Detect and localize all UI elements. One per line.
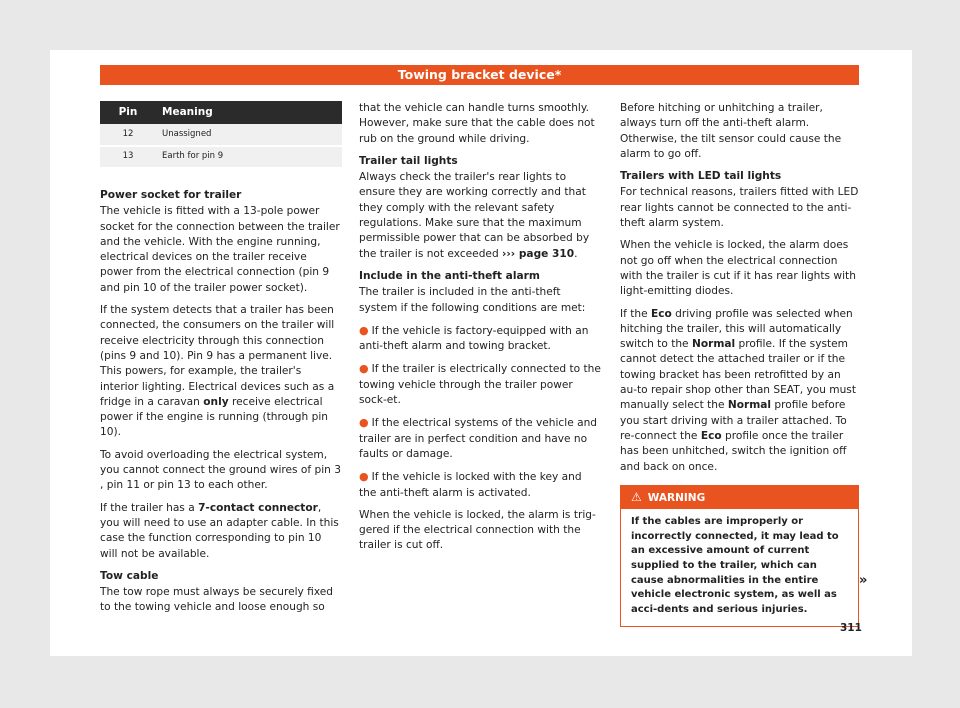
meaning-cell: Earth for pin 9 xyxy=(156,146,342,168)
column-3 xyxy=(620,101,859,627)
paragraph: If the system detects that a trailer has been connected, the consumers on the trailer will receive electricity through this connection (pins 9 and 10). Pin 9 has a permanent live. This powers, for example, the trailer's interior lighting. Electrical devices such as a fridge in a caravan only receive electrical power if the engine is running (through pin 10). xyxy=(100,304,335,439)
paragraph: The tow rope must always be securely fixed to the towing vehicle and loose enough so xyxy=(100,586,334,614)
pin-cell: 12 xyxy=(100,124,156,146)
pin-table-header-row xyxy=(100,101,342,124)
column-1 xyxy=(100,101,342,623)
anti-theft-heading: Include in the anti-theft alarm xyxy=(359,269,540,282)
pin-table xyxy=(100,101,342,169)
paragraph: that the vehicle can handle turns smoothly. However, make sure that the cable does not rub on the ground while driving. xyxy=(359,102,595,145)
paragraph: For technical reasons, trailers fitted with LED rear lights cannot be connected to the anti-theft alarm system. xyxy=(620,186,859,230)
paragraph: If the trailer has a 7-contact connector, you will need to use an adapter cable. In this case the function corresponding to pin 10 will not be available. xyxy=(100,501,339,560)
led-lights-heading: Trailers with LED tail lights xyxy=(620,170,782,183)
list-item: ● If the trailer is electrically connected to the towing vehicle through the trailer power sock-et. xyxy=(359,362,601,407)
table-row xyxy=(100,146,342,168)
page-reference-link[interactable]: ››› page 310 xyxy=(502,247,575,260)
list-item: ● If the electrical systems of the vehicle and trailer are in perfect condition and have no faults or damage. xyxy=(359,416,598,460)
warning-text: If the cables are improperly or incorrectly connected, it may lead to an excessive amount of current supplied to the trailer, which can cause abnormalities in the entire vehicle electronic system, as well as acci-dents and serious injuries. xyxy=(631,515,839,616)
page-number: 311 xyxy=(840,622,862,634)
paragraph: If the Eco driving profile was selected when hitching the trailer, this will automatically switch to the Normal profile. If the system cannot detect the attached trailer or if the towing bracket has been retrofitted by an au-to repair shop other than SEAT, you must manually select the Normal profile before you start driving with a trailer attached. To re-connect the Eco profile once the trailer has been unhitched, switch the ignition off and back on once. xyxy=(620,307,856,473)
warning-triangle-icon: ⚠ xyxy=(631,489,642,504)
continue-icon: » xyxy=(859,573,868,588)
table-row xyxy=(100,124,342,146)
bullet-icon: ● xyxy=(359,323,369,337)
pin-column-header: Pin xyxy=(100,101,156,124)
paragraph: The vehicle is fitted with a 13-pole power socket for the connection between the trailer and the vehicle. With the engine running, electrical devices on the trailer receive power from the electrical connection (pin 9 and pin 10 of the trailer power socket). xyxy=(100,205,340,294)
pin-cell: 13 xyxy=(100,146,156,168)
paragraph: Before hitching or unhitching a trailer, always turn off the anti-theft alarm. Otherwise, the tilt sensor could cause the alarm to go off. xyxy=(620,102,842,160)
paragraph: Always check the trailer's rear lights to ensure they are working correctly and that they comply with the relevant safety regulations. Make sure that the maximum permissible power that can be absorbed by the trailer is not exceeded ››› page 310. xyxy=(359,171,590,260)
warning-box xyxy=(620,485,859,627)
paragraph: When the vehicle is locked, the alarm does not go off when the electrical connection with the trailer is cut if it has rear lights with light-emitting diodes. xyxy=(620,239,856,298)
list-item: ● If the vehicle is factory-equipped with an anti-theft alarm and towing bracket. xyxy=(359,323,589,353)
power-socket-heading: Power socket for trailer xyxy=(100,189,242,201)
page-header: Towing bracket device* xyxy=(100,65,859,85)
paragraph: When the vehicle is locked, the alarm is trig-gered if the electrical connection with the trailer is cut off. xyxy=(359,508,596,552)
tow-cable-heading: Tow cable xyxy=(100,569,159,582)
list-item: ● If the vehicle is locked with the key and the anti-theft alarm is activated. xyxy=(359,470,582,499)
column-2 xyxy=(359,101,602,561)
bullet-icon: ● xyxy=(359,416,369,430)
paragraph: To avoid overloading the electrical system, you cannot connect the ground wires of pin 3 , pin 11 or pin 13 to each other. xyxy=(100,448,341,492)
meaning-column-header: Meaning xyxy=(156,101,342,124)
warning-header xyxy=(621,486,858,509)
tail-lights-heading: Trailer tail lights xyxy=(359,154,458,167)
warning-title: WARNING xyxy=(647,491,706,504)
bullet-icon: ● xyxy=(359,362,369,376)
paragraph: The trailer is included in the anti-theft system if the following conditions are met: xyxy=(359,286,586,314)
meaning-cell: Unassigned xyxy=(156,124,342,146)
bullet-icon: ● xyxy=(359,470,369,484)
